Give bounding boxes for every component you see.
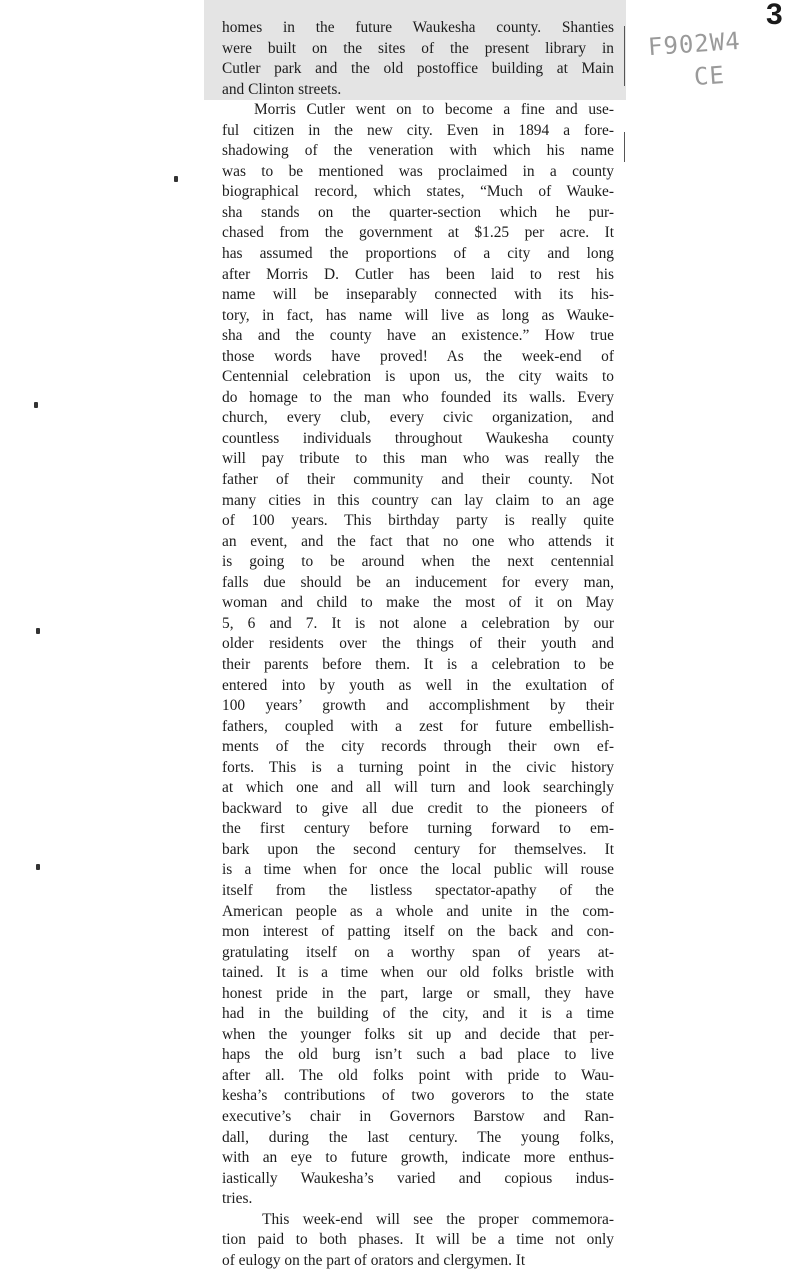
margin-mark (36, 864, 40, 870)
text-line: haps the old burg isn’t such a bad place to live (222, 1046, 614, 1064)
text-line: Centennial celebration is upon us, the city waits to (222, 368, 614, 386)
text-line: American people as a whole and unite in the com- (222, 902, 614, 920)
text-line: executive’s chair in Governors Barstow and Ran- (222, 1107, 614, 1125)
text-line: older residents over the things of their youth and (222, 635, 614, 653)
margin-mark (36, 628, 40, 634)
text-line: Morris Cutler went on to become a fine and use- (222, 101, 614, 119)
text-line: and Clinton streets. (222, 80, 342, 98)
article-paragraph (222, 18, 614, 100)
clipping-edge (624, 132, 625, 162)
text-line: This week-end will see the proper commemora- (222, 1210, 614, 1228)
text-line: of 100 years. This birthday party is really quite (222, 512, 614, 530)
text-line: father of their community and their county. Not (222, 471, 614, 489)
text-line: forts. This is a turning point in the civic history (222, 758, 614, 776)
text-line: tries. (222, 1190, 253, 1208)
text-line: do homage to the man who founded its walls. Every (222, 388, 614, 406)
text-line: an event, and the fact that no one who attends it (222, 532, 614, 550)
handwritten-annotation-line-1: F902W4 (647, 26, 742, 62)
text-line: of eulogy on the part of orators and clergymen. It (222, 1251, 526, 1269)
text-line: were built on the sites of the present library in (222, 39, 614, 57)
text-line: many cities in this country can lay claim to an age (222, 491, 614, 509)
text-line: Cutler park and the old postoffice building at Main (222, 60, 614, 78)
text-line: woman and child to make the most of it on May (222, 594, 614, 612)
text-line: with an eye to future growth, indicate more enthus- (222, 1149, 614, 1167)
text-line: will pay tribute to this man who was really the (222, 450, 614, 468)
text-line: entered into by youth as well in the exultation of (222, 676, 614, 694)
text-line: is going to be around when the next centennial (222, 553, 614, 571)
text-line: chased from the government at $1.25 per acre. It (222, 224, 614, 242)
article-text (222, 18, 614, 1271)
text-line: church, every club, every civic organization, and (222, 409, 614, 427)
text-line: gratulating itself on a worthy span of years at- (222, 943, 614, 961)
newspaper-clipping (204, 0, 626, 1269)
text-line: ful citizen in the new city. Even in 1894 a fore- (222, 121, 614, 139)
margin-mark (174, 176, 178, 182)
text-line: after Morris D. Cutler has been laid to rest his (222, 265, 614, 283)
text-line: name will be inseparably connected with its his- (222, 286, 614, 304)
text-line: dall, during the last century. The young folks, (222, 1128, 614, 1146)
text-line: 100 years’ growth and accomplishment by their (222, 697, 614, 715)
text-line: had in the building of the city, and it is a time (222, 1005, 614, 1023)
text-line: their parents before them. It is a celebration to be (222, 655, 614, 673)
text-line: was to be mentioned was proclaimed in a county (222, 162, 614, 180)
text-line: itself from the listless spectator-apathy of the (222, 881, 614, 899)
text-line: ments of the city records through their own ef- (222, 738, 614, 756)
text-line: homes in the future Waukesha county. Shanties (222, 19, 614, 36)
text-line: has assumed the proportions of a city and long (222, 245, 614, 263)
text-line: fathers, coupled with a zest for future embellish- (222, 717, 614, 735)
text-line: after all. The old folks point with pride to Wau- (222, 1066, 614, 1084)
clipping-edge (624, 26, 625, 86)
text-line: honest pride in the part, large or small, they have (222, 984, 614, 1002)
handwritten-annotation-line-2: CE (693, 60, 726, 92)
text-line: falls due should be an inducement for every man, (222, 573, 614, 591)
text-line: shadowing of the veneration with which his name (222, 142, 614, 160)
text-line: those words have proved! As the week-end of (222, 347, 614, 365)
page-number: 3 (766, 0, 783, 31)
text-line: at which one and all will turn and look searchingly (222, 779, 614, 797)
article-paragraph (222, 1210, 614, 1271)
text-line: the first century before turning forward to em- (222, 820, 614, 838)
text-line: when the younger folks sit up and decide that per- (222, 1025, 614, 1043)
text-line: biographical record, which states, “Much of Wauke- (222, 183, 614, 201)
text-line: 5, 6 and 7. It is not alone a celebration by our (222, 614, 614, 632)
text-line: sha stands on the quarter-section which he pur- (222, 203, 614, 221)
text-line: backward to give all due credit to the pioneers of (222, 799, 614, 817)
text-line: countless individuals throughout Waukesha county (222, 429, 614, 447)
text-line: mon interest of patting itself on the back and con- (222, 923, 614, 941)
text-line: tion paid to both phases. It will be a time not only (222, 1231, 614, 1249)
text-line: kesha’s contributions of two goverors to the state (222, 1087, 614, 1105)
text-line: bark upon the second century for themselves. It (222, 840, 614, 858)
margin-mark (34, 402, 38, 408)
article-paragraph (222, 100, 614, 1210)
text-line: tory, in fact, has name will live as long as Wauke- (222, 306, 614, 324)
text-line: is a time when for once the local public will rouse (222, 861, 614, 879)
text-line: iastically Waukesha’s varied and copious indus- (222, 1169, 614, 1187)
text-line: tained. It is a time when our old folks bristle with (222, 964, 614, 982)
text-line: sha and the county have an existence.” How true (222, 327, 614, 345)
